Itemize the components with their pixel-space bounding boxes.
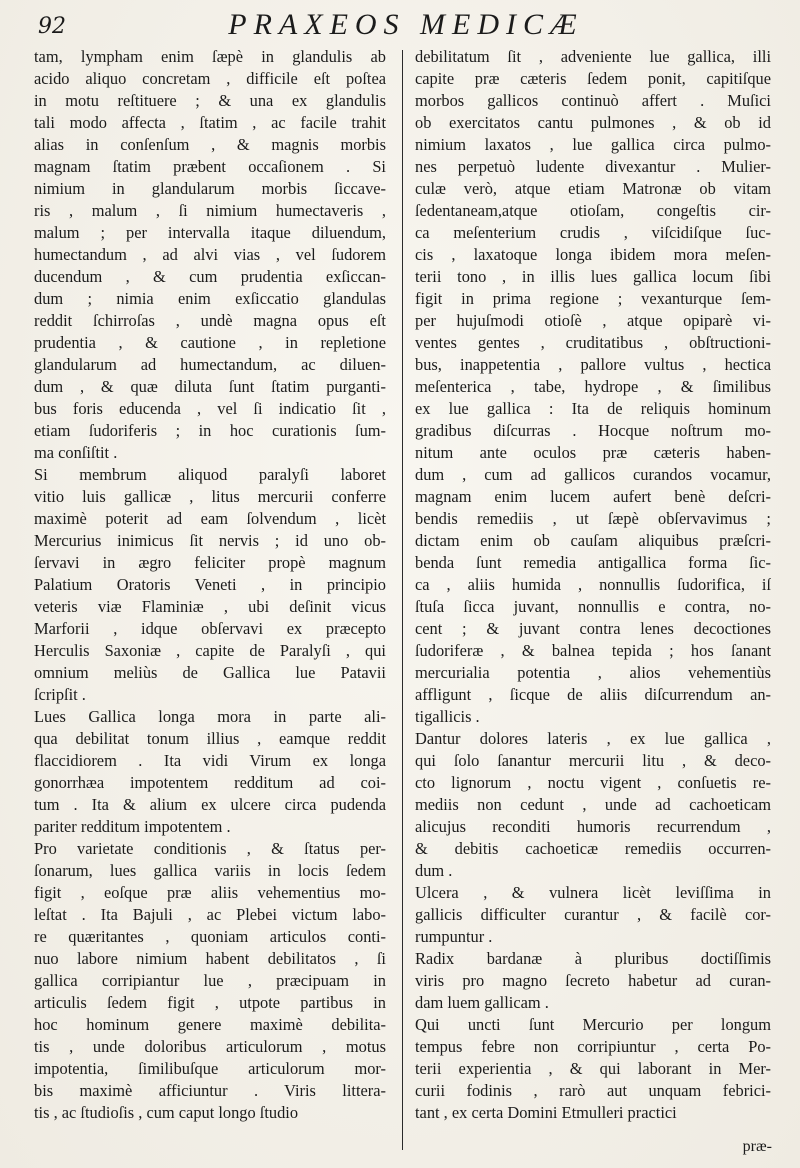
text-line: & debitis cachoeticæ remediis occurren-: [415, 839, 771, 858]
text-line: terii tono , in illis lues gallica locum ſibi: [415, 267, 771, 286]
text-line: nes perpetuò ludente divexantur . Mulier-: [415, 157, 771, 176]
text-line: flaccidiorem . Ita vidi Virum ex longa: [34, 751, 386, 770]
text-line: figit , eoſque præ aliis vehementius mo-: [34, 883, 386, 902]
text-line: tis , unde doloribus articulorum , motus: [34, 1037, 386, 1056]
text-line: nimium in glandularum morbis ſiccave-: [34, 179, 386, 198]
text-line: leſtat . Ita Bajuli , ac Plebei victum labo-: [34, 905, 386, 924]
text-line: morbos gallicos continuò affert . Muſici: [415, 91, 771, 110]
text-line: bis maximè afficiuntur . Viris littera-: [34, 1081, 386, 1100]
text-line: meſenterica , tabe, hydrope , & ſimilibus: [415, 377, 771, 396]
text-line: bendis remediis , ut ſæpè obſervavimus ;: [415, 509, 771, 528]
text-line: bus foris educenda , vel ſi indicatio ſit ,: [34, 399, 386, 418]
text-line: humectandum , ad alvi vias , vel ſudorem: [34, 245, 386, 264]
text-line: vitio luis gallicæ , litus mercurii conferre: [34, 487, 386, 506]
text-line: dum , cum ad gallicos curandos vocamur,: [415, 465, 771, 484]
text-line: dam luem gallicam .: [415, 993, 549, 1012]
text-line: benda ſunt remedia antigallica forma ſic-: [415, 553, 771, 572]
text-line: affligunt , ſicque de aliis diſcurrendum an-: [415, 685, 771, 704]
text-line: alicujus reconditi humoris recurrendum ,: [415, 817, 771, 836]
text-line: figit in prima regione ; vexanturque ſem-: [415, 289, 771, 308]
text-line: ob exercitatos cantu pulmones , & ob id: [415, 113, 771, 132]
text-line: debilitatum ſit , adveniente lue gallica, illi: [415, 47, 771, 66]
text-line: gallica corripiantur lue , præcipuam in: [34, 971, 386, 990]
text-line: ventes gentes , cruditatibus , obſtructioni-: [415, 333, 771, 352]
text-line: prudentia , & cautione , in repletione: [34, 333, 386, 352]
text-line: ca meſenterium crudis , viſcidiſque ſuc-: [415, 223, 771, 242]
column-divider: [402, 50, 403, 1150]
text-line: ſcripſit .: [34, 685, 86, 704]
text-line: gradibus diſcurras . Hocque noſtrum mo-: [415, 421, 771, 440]
text-line: dum ; nimia enim exſiccatio glandulas: [34, 289, 386, 308]
text-line: curii fodinis , rarò aut unquam febrici-: [415, 1081, 771, 1100]
text-line: impotentia, ſimilibuſque articulorum mor-: [34, 1059, 386, 1078]
text-line: magnam enim lucem aufert benè deſcri-: [415, 487, 771, 506]
text-line: Ulcera , & vulnera licèt leviſſima in: [415, 883, 771, 902]
page-number: 92: [38, 14, 66, 39]
text-line: dum , & quæ diluta ſunt ſtatim purganti-: [34, 377, 386, 396]
text-line: cis , laxatoque longa ibidem mora meſen-: [415, 245, 771, 264]
text-line: viris pro magno ſecreto habetur ad curan-: [415, 971, 771, 990]
running-title: PRAXEOS MEDICÆ: [228, 8, 584, 41]
text-line: tali modo affecta , ſtatim , ac facile trahit: [34, 113, 386, 132]
text-line: Lues Gallica longa mora in parte ali-: [34, 707, 386, 726]
text-line: gonorrhæa impotentem redditum ad coi-: [34, 773, 386, 792]
text-line: tempus febre non corripiuntur , certa Po-: [415, 1037, 771, 1056]
text-line: nuo labore nimium habent debilitatos , ſi: [34, 949, 386, 968]
left-column: [34, 46, 386, 1124]
text-line: Si membrum aliquod paralyſi laboret: [34, 465, 386, 484]
catchword: præ-: [742, 1138, 772, 1155]
text-line: dictam enim ob cauſam aliquibus præſcri-: [415, 531, 771, 550]
text-line: articulis ſedem figit , utpote partibus in: [34, 993, 386, 1012]
page-header: [30, 6, 782, 46]
text-columns: [30, 46, 782, 1162]
text-line: capite præ cæteris ſedem ponit, capitiſque: [415, 69, 771, 88]
text-line: qua debilitat tonum illius , eamque reddit: [34, 729, 386, 748]
text-line: glandularum ad humectandum, ac diluen-: [34, 355, 386, 374]
text-line: reddit ſchirroſas , undè magna opus eſt: [34, 311, 386, 330]
text-line: mercurialia potentia , alios vehementiùs: [415, 663, 771, 682]
text-line: etiam ſudoriferis ; in hoc curationis ſum-: [34, 421, 386, 440]
text-line: Qui uncti ſunt Mercurio per longum: [415, 1015, 771, 1034]
text-line: Marforii , idque obſervavi ex præcepto: [34, 619, 386, 638]
text-line: Pro varietate conditionis , & ſtatus per-: [34, 839, 386, 858]
text-line: ris , malum , ſi nimium humectaveris ,: [34, 201, 386, 220]
text-line: rumpuntur .: [415, 927, 493, 946]
text-line: magnam ſtatim præbent occaſionem . Si: [34, 157, 386, 176]
text-line: ſudoriferæ , & balnea tepida ; hos ſanant: [415, 641, 771, 660]
text-line: ſedentaneam,atque otioſam, congeſtis cir-: [415, 201, 771, 220]
text-line: per hujuſmodi otioſè , atque opiparè vi-: [415, 311, 771, 330]
text-line: ſonarum, lues gallica variis in locis ſedem: [34, 861, 386, 880]
text-line: ſtuſa ſicca juvant, nonnullis e contra, no-: [415, 597, 771, 616]
text-line: omnium meliùs de Gallica lue Patavii: [34, 663, 386, 682]
text-line: Herculis Saxoniæ , capite de Paralyſi , qui: [34, 641, 386, 660]
text-line: tum . Ita & alium ex ulcere circa pudenda: [34, 795, 386, 814]
text-line: re quæritantes , quoniam articulos conti-: [34, 927, 386, 946]
text-line: acido aliquo concretam , difficile eſt poſtea: [34, 69, 386, 88]
text-line: pariter redditum impotentem .: [34, 817, 231, 836]
text-line: ducendum , & cum prudentia exſiccan-: [34, 267, 386, 286]
text-line: ex lue gallica : Ita de reliquis hominum: [415, 399, 771, 418]
text-line: ca , aliis humida , nonnullis ſudorifica, iſ: [415, 575, 771, 594]
text-line: ma conſiſtit .: [34, 443, 118, 462]
text-line: alias in conſenſum , & magnis morbis: [34, 135, 386, 154]
text-line: maximè poterit ad eam ſolvendum , licèt: [34, 509, 386, 528]
text-line: Radix bardanæ à pluribus doctiſſimis: [415, 949, 771, 968]
right-column: [415, 46, 771, 1124]
text-line: dum .: [415, 861, 453, 880]
text-line: veteris viæ Flaminiæ , ubi deſinit vicus: [34, 597, 386, 616]
text-line: qui ſolo ſanantur mercurii litu , & deco-: [415, 751, 771, 770]
text-line: nimium laxatos , lue gallica circa pulmo-: [415, 135, 771, 154]
text-line: tant , ex certa Domini Etmulleri practici: [415, 1103, 677, 1122]
text-line: cent ; & juvant contra lenes decoctiones: [415, 619, 771, 638]
text-line: in motu reſtituere ; & una ex glandulis: [34, 91, 386, 110]
text-line: Dantur dolores lateris , ex lue gallica ,: [415, 729, 771, 748]
text-line: culæ verò, atque etiam Matronæ ob vitam: [415, 179, 771, 198]
text-line: Palatium Oratoris Veneti , in principio: [34, 575, 386, 594]
text-line: terii experientia , & qui laborant in Mer-: [415, 1059, 771, 1078]
text-line: malum ; per intervalla itaque diluendum,: [34, 223, 386, 242]
text-line: ſervavi in ægro feliciter propè magnum: [34, 553, 386, 572]
text-line: cto lignorum , noctu vigent , conſuetis re-: [415, 773, 771, 792]
text-line: tigallicis .: [415, 707, 480, 726]
text-line: hoc hominum genere maximè debilita-: [34, 1015, 386, 1034]
text-line: mediis non cedunt , unde ad cachoeticam: [415, 795, 771, 814]
text-line: Mercurius inimicus ſit nervis ; id uno ob-: [34, 531, 386, 550]
text-line: tis , ac ſtudioſis , cum caput longo ſtudio: [34, 1103, 299, 1122]
text-line: bus, inappetentia , pallore vultus , hectica: [415, 355, 771, 374]
text-line: tam, lympham enim ſæpè in glandulis ab: [34, 47, 386, 66]
text-line: gallicis difficulter curantur , & facilè cor-: [415, 905, 771, 924]
text-line: nitum ante oculos præ cæteris haben-: [415, 443, 771, 462]
